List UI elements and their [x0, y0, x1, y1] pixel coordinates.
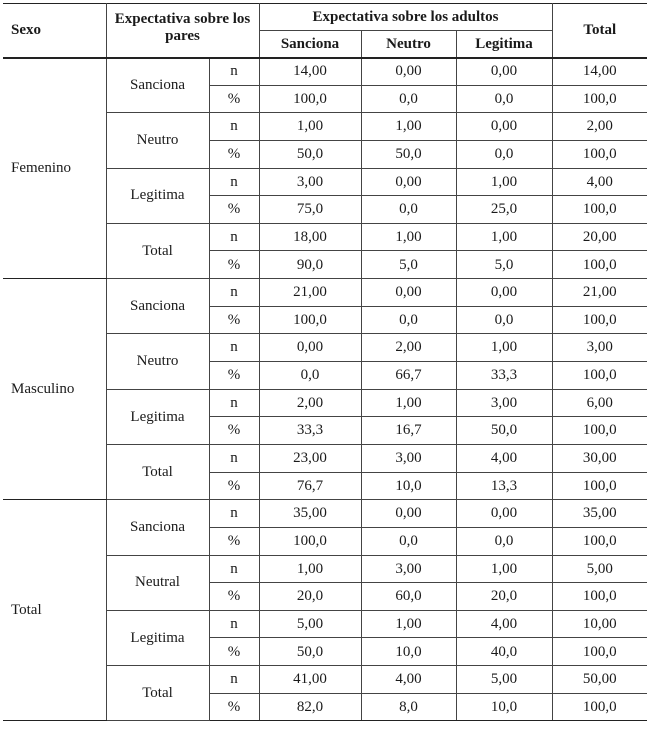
value-cell: 50,0	[361, 140, 456, 168]
value-cell: 25,0	[456, 196, 552, 224]
stat-label-cell: n	[209, 666, 259, 694]
value-cell: 0,0	[456, 140, 552, 168]
value-cell: 3,00	[259, 168, 361, 196]
value-cell: 0,0	[456, 306, 552, 334]
value-cell: 0,00	[361, 500, 456, 528]
value-cell: 100,0	[552, 417, 647, 445]
value-cell: 10,0	[456, 693, 552, 721]
pares-category-cell: Sanciona	[106, 279, 209, 334]
value-cell: 40,0	[456, 638, 552, 666]
pares-category-cell: Legitima	[106, 610, 209, 665]
value-cell: 2,00	[552, 113, 647, 141]
stat-label-cell: %	[209, 251, 259, 279]
value-cell: 100,0	[552, 583, 647, 611]
value-cell: 1,00	[361, 610, 456, 638]
header-col-neutro: Neutro	[361, 31, 456, 58]
value-cell: 1,00	[361, 389, 456, 417]
stat-label-cell: %	[209, 472, 259, 500]
pares-category-cell: Legitima	[106, 389, 209, 444]
value-cell: 0,0	[361, 306, 456, 334]
value-cell: 30,00	[552, 444, 647, 472]
value-cell: 90,0	[259, 251, 361, 279]
value-cell: 10,0	[361, 472, 456, 500]
value-cell: 0,00	[456, 500, 552, 528]
stat-label-cell: n	[209, 168, 259, 196]
value-cell: 18,00	[259, 223, 361, 251]
value-cell: 21,00	[259, 279, 361, 307]
pares-category-cell: Sanciona	[106, 58, 209, 113]
value-cell: 100,0	[259, 85, 361, 113]
value-cell: 5,0	[361, 251, 456, 279]
value-cell: 0,00	[361, 168, 456, 196]
value-cell: 2,00	[361, 334, 456, 362]
pares-category-cell: Neutral	[106, 555, 209, 610]
value-cell: 33,3	[259, 417, 361, 445]
sexo-cell: Total	[3, 500, 106, 721]
stat-label-cell: %	[209, 196, 259, 224]
value-cell: 20,0	[456, 583, 552, 611]
stat-label-cell: %	[209, 693, 259, 721]
value-cell: 1,00	[259, 113, 361, 141]
stat-label-cell: %	[209, 85, 259, 113]
pares-category-cell: Total	[106, 444, 209, 499]
value-cell: 50,00	[552, 666, 647, 694]
value-cell: 100,0	[552, 527, 647, 555]
value-cell: 10,00	[552, 610, 647, 638]
value-cell: 3,00	[361, 444, 456, 472]
stat-label-cell: %	[209, 527, 259, 555]
sexo-cell: Femenino	[3, 58, 106, 279]
value-cell: 50,0	[259, 638, 361, 666]
value-cell: 1,00	[361, 113, 456, 141]
value-cell: 3,00	[552, 334, 647, 362]
table-body	[3, 58, 647, 721]
value-cell: 1,00	[456, 168, 552, 196]
value-cell: 100,0	[552, 306, 647, 334]
sexo-cell: Masculino	[3, 279, 106, 500]
value-cell: 100,0	[552, 140, 647, 168]
value-cell: 1,00	[361, 223, 456, 251]
header-expectativa-pares: Expectativa sobre los pares	[106, 4, 259, 58]
table-row	[3, 500, 647, 528]
value-cell: 0,00	[456, 279, 552, 307]
value-cell: 0,00	[456, 113, 552, 141]
value-cell: 0,00	[361, 58, 456, 86]
stat-label-cell: n	[209, 555, 259, 583]
value-cell: 0,0	[361, 85, 456, 113]
value-cell: 8,0	[361, 693, 456, 721]
value-cell: 100,0	[259, 527, 361, 555]
stat-label-cell: n	[209, 223, 259, 251]
value-cell: 66,7	[361, 362, 456, 390]
value-cell: 100,0	[259, 306, 361, 334]
stat-label-cell: n	[209, 113, 259, 141]
stat-label-cell: %	[209, 362, 259, 390]
value-cell: 4,00	[361, 666, 456, 694]
stat-label-cell: n	[209, 610, 259, 638]
stat-label-cell: n	[209, 334, 259, 362]
header-expectativa-adultos: Expectativa sobre los adultos	[259, 4, 552, 31]
pares-category-cell: Legitima	[106, 168, 209, 223]
crosstab-table	[3, 3, 647, 721]
value-cell: 3,00	[361, 555, 456, 583]
value-cell: 5,0	[456, 251, 552, 279]
value-cell: 1,00	[259, 555, 361, 583]
stat-label-cell: %	[209, 638, 259, 666]
value-cell: 33,3	[456, 362, 552, 390]
value-cell: 0,00	[361, 279, 456, 307]
value-cell: 20,0	[259, 583, 361, 611]
value-cell: 100,0	[552, 196, 647, 224]
value-cell: 100,0	[552, 85, 647, 113]
header-col-legitima: Legitima	[456, 31, 552, 58]
value-cell: 14,00	[259, 58, 361, 86]
value-cell: 50,0	[456, 417, 552, 445]
value-cell: 23,00	[259, 444, 361, 472]
pares-category-cell: Total	[106, 223, 209, 278]
value-cell: 100,0	[552, 362, 647, 390]
table-row	[3, 58, 647, 86]
pares-category-cell: Total	[106, 666, 209, 721]
value-cell: 76,7	[259, 472, 361, 500]
value-cell: 4,00	[456, 610, 552, 638]
value-cell: 100,0	[552, 472, 647, 500]
value-cell: 1,00	[456, 334, 552, 362]
pares-category-cell: Sanciona	[106, 500, 209, 555]
stat-label-cell: n	[209, 389, 259, 417]
value-cell: 100,0	[552, 693, 647, 721]
stat-label-cell: n	[209, 444, 259, 472]
stat-label-cell: n	[209, 279, 259, 307]
value-cell: 0,0	[361, 196, 456, 224]
value-cell: 0,0	[456, 527, 552, 555]
value-cell: 35,00	[259, 500, 361, 528]
value-cell: 5,00	[456, 666, 552, 694]
value-cell: 5,00	[259, 610, 361, 638]
header-sexo: Sexo	[3, 4, 106, 58]
pares-category-cell: Neutro	[106, 334, 209, 389]
value-cell: 0,0	[259, 362, 361, 390]
value-cell: 1,00	[456, 223, 552, 251]
value-cell: 0,0	[361, 527, 456, 555]
value-cell: 75,0	[259, 196, 361, 224]
pares-category-cell: Neutro	[106, 113, 209, 168]
value-cell: 0,0	[456, 85, 552, 113]
value-cell: 6,00	[552, 389, 647, 417]
value-cell: 20,00	[552, 223, 647, 251]
stat-label-cell: n	[209, 500, 259, 528]
value-cell: 4,00	[552, 168, 647, 196]
value-cell: 10,0	[361, 638, 456, 666]
value-cell: 50,0	[259, 140, 361, 168]
value-cell: 16,7	[361, 417, 456, 445]
value-cell: 21,00	[552, 279, 647, 307]
stat-label-cell: %	[209, 306, 259, 334]
value-cell: 60,0	[361, 583, 456, 611]
value-cell: 100,0	[552, 638, 647, 666]
stat-label-cell: %	[209, 417, 259, 445]
value-cell: 100,0	[552, 251, 647, 279]
value-cell: 3,00	[456, 389, 552, 417]
value-cell: 0,00	[259, 334, 361, 362]
value-cell: 5,00	[552, 555, 647, 583]
value-cell: 14,00	[552, 58, 647, 86]
value-cell: 35,00	[552, 500, 647, 528]
value-cell: 2,00	[259, 389, 361, 417]
value-cell: 82,0	[259, 693, 361, 721]
value-cell: 4,00	[456, 444, 552, 472]
value-cell: 0,00	[456, 58, 552, 86]
value-cell: 1,00	[456, 555, 552, 583]
stat-label-cell: %	[209, 140, 259, 168]
table-row	[3, 279, 647, 307]
stat-label-cell: n	[209, 58, 259, 86]
value-cell: 13,3	[456, 472, 552, 500]
header-col-sanciona: Sanciona	[259, 31, 361, 58]
stat-label-cell: %	[209, 583, 259, 611]
header-total: Total	[552, 4, 647, 58]
value-cell: 41,00	[259, 666, 361, 694]
